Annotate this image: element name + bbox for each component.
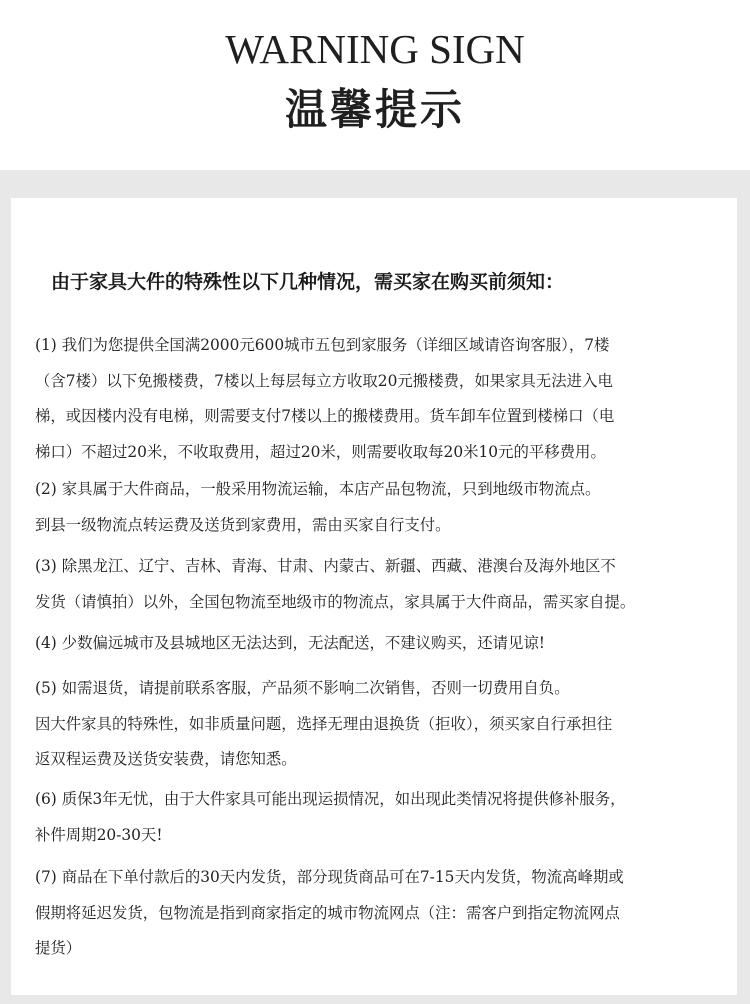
notice-frame [0, 170, 750, 1004]
notice-item-6 [35, 782, 725, 853]
title-chinese: 温馨提示 [284, 85, 465, 134]
item-line: 发货（请慎拍）以外，全国包物流至地级市的物流点，家具属于大件商品，需买家自提。 [35, 592, 636, 611]
item-line: 假期将延迟发货，包物流是指到商家指定的城市物流网点（注：需客户到指定物流网点 [35, 903, 620, 922]
notice-item-5 [35, 671, 725, 778]
notice-lead: 由于家具大件的特殊性以下几种情况，需买家在购买前须知： [51, 271, 565, 293]
item-line: (5) 如需退货，请提前联系客服，产品须不影响二次销售，否则一切费用自负。 [35, 679, 570, 697]
item-line: (7) 商品在下单付款后的30天内发货，部分现货商品可在7-15天内发货，物流高峰期或 [35, 868, 624, 886]
item-line: (2) 家具属于大件商品，一般采用物流运输，本店产品包物流，只到地级市物流点。 [35, 480, 601, 498]
item-line: 因大件家具的特殊性，如非质量问题，选择无理由退换货（拒收），须买家自行承担往 [35, 714, 613, 733]
item-line: 到县一级物流点转运费及送货到家费用，需由买家自行支付。 [35, 515, 451, 534]
item-line: (6) 质保3年无忧，由于大件家具可能出现运损情况，如出现此类情况将提供修补服务， [35, 790, 626, 808]
notice-item-4 [35, 626, 725, 662]
item-line: (1) 我们为您提供全国满2000元600城市五包到家服务（详细区域请咨询客服），7楼 [35, 336, 610, 354]
item-line: （含7楼）以下免搬楼费，7楼以上每层每立方收取20元搬楼费，如果家具无法进入电 [35, 371, 613, 390]
item-line: 梯口）不超过20米，不收取费用，超过20米，则需要收取每20米10元的平移费用。 [35, 442, 606, 461]
item-line: 补件周期20-30天! [35, 825, 163, 844]
item-line: (3) 除黑龙江、辽宁、吉林、青海、甘肃、内蒙古、新疆、西藏、港澳台及海外地区不 [35, 557, 616, 575]
notice-item-2 [35, 472, 725, 543]
item-line: 返双程运费及送货安装费，请您知悉。 [35, 750, 297, 768]
page-header [0, 0, 750, 170]
title-english: WARNING SIGN [225, 26, 525, 72]
notice-item-3 [35, 549, 725, 620]
item-line: 梯，或因楼内没有电梯，则需要支付7楼以上的搬楼费用。货车卸车位置到楼梯口（电 [35, 407, 615, 425]
item-line: 提货） [35, 939, 82, 957]
notice-card [11, 198, 737, 995]
notice-item-1 [35, 328, 725, 470]
item-line: (4) 少数偏远城市及县城地区无法达到，无法配送，不建议购买，还请见谅! [35, 634, 545, 652]
notice-item-7 [35, 860, 725, 967]
